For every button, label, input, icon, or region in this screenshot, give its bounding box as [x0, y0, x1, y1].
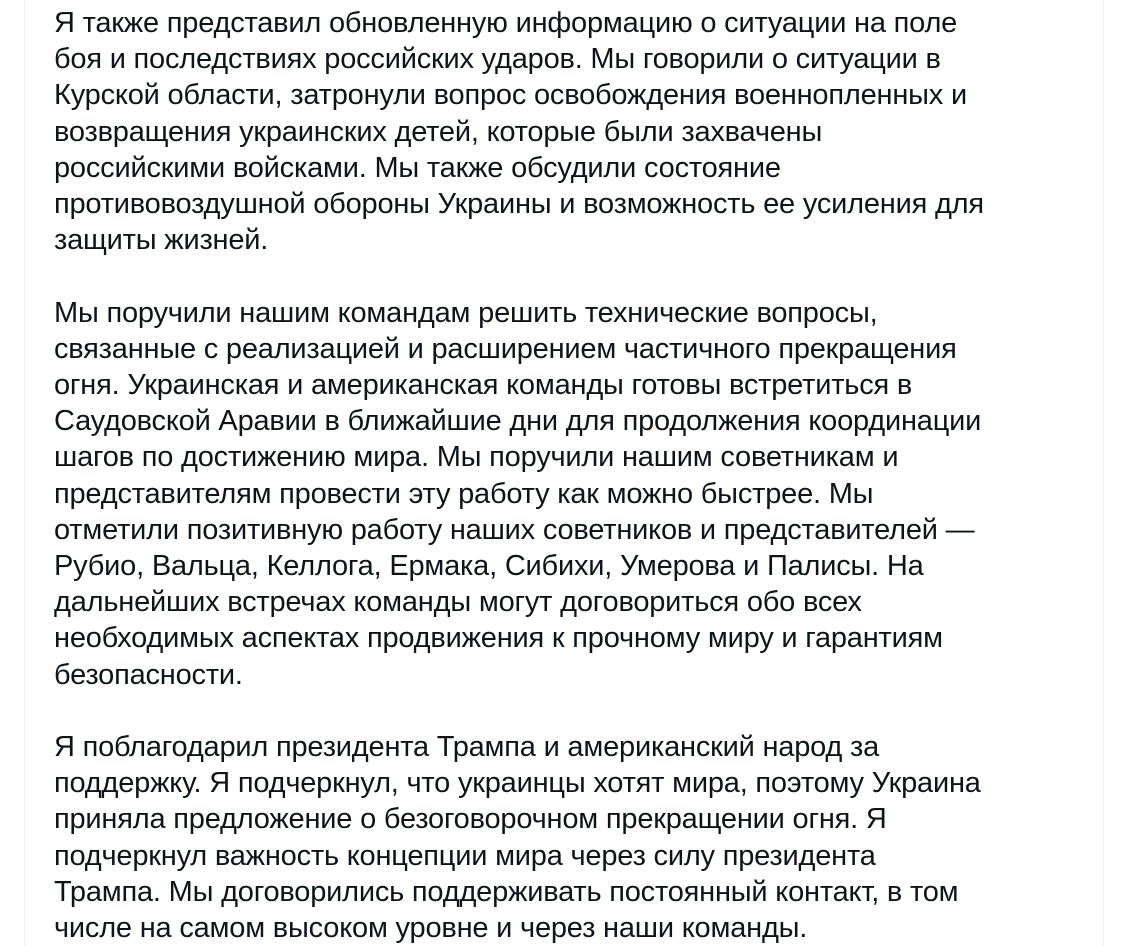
- text-line: подчеркнул важность концепции мира через силу президента: [54, 839, 876, 872]
- text-line: защиты жизней.: [54, 224, 269, 257]
- text-line: дальнейших встречах команды могут договориться обо всех: [54, 586, 862, 619]
- post-paragraph-3: [54, 729, 1084, 946]
- post-text: [54, 5, 1084, 946]
- text-line: числе на самом высоком уровне и через наши команды.: [54, 912, 808, 945]
- text-line: приняла предложение о безоговорочном прекращении огня. Я: [54, 803, 887, 836]
- post-paragraph-2: [54, 295, 1084, 693]
- text-line: противовоздушной обороны Украины и возможность ее усиления для: [54, 188, 984, 221]
- text-line: Я также представил обновленную информацию о ситуации на поле: [54, 7, 958, 39]
- text-line: Саудовской Аравии в ближайшие дни для продолжения координации: [54, 405, 982, 438]
- text-line: Трампа. Мы договорились поддерживать постоянный контакт, в том: [54, 875, 959, 908]
- text-line: Рубио, Вальца, Келлога, Ермака, Сибихи, Умерова и Палисы. На: [54, 550, 924, 583]
- text-line: возвращения украинских детей, которые были захвачены: [54, 115, 823, 148]
- text-line: отметили позитивную работу наших советников и представителей —: [54, 513, 975, 546]
- post-card: [24, 0, 1104, 946]
- text-line: огня. Украинская и американская команды готовы встретиться в: [54, 369, 913, 402]
- text-line: Мы поручили нашим командам решить технические вопросы,: [54, 296, 878, 329]
- post-paragraph-1: [54, 5, 1084, 258]
- text-line: необходимых аспектах продвижения к прочному миру и гарантиям: [54, 622, 943, 655]
- text-line: безопасности.: [54, 658, 243, 691]
- text-line: шагов по достижению мира. Мы поручили нашим советникам и: [54, 441, 899, 474]
- text-line: российскими войсками. Мы также обсудили состояние: [54, 151, 781, 184]
- text-line: боя и последствиях российских ударов. Мы говорили о ситуации в: [54, 43, 941, 76]
- text-line: Курской области, затронули вопрос освобождения военнопленных и: [54, 79, 967, 112]
- text-line: представителям провести эту работу как можно быстрее. Мы: [54, 477, 874, 510]
- text-line: поддержку. Я подчеркнул, что украинцы хотят мира, поэтому Украина: [54, 767, 981, 800]
- text-line: Я поблагодарил президента Трампа и американский народ за: [54, 731, 880, 764]
- text-line: связанные с реализацией и расширением частичного прекращения: [54, 332, 957, 365]
